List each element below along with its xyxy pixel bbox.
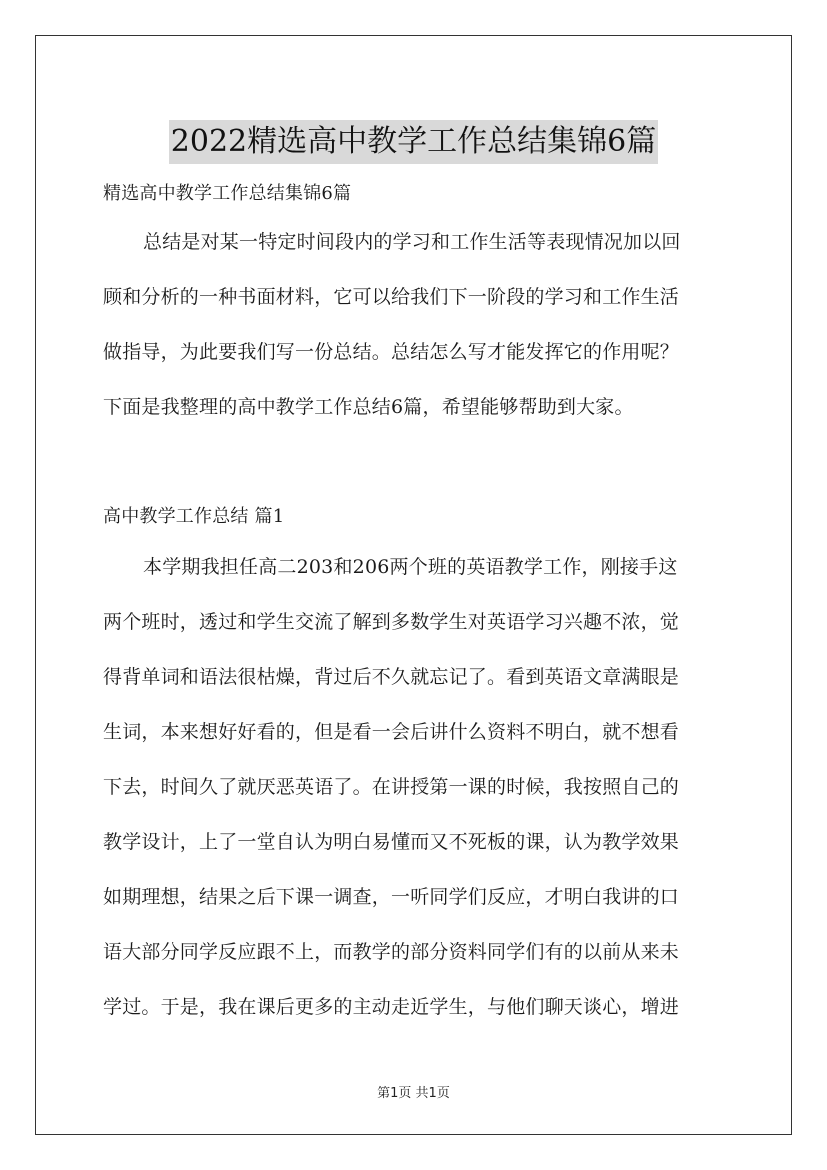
document-subtitle: 精选高中教学工作总结集锦6篇: [103, 183, 352, 204]
body-line: 语大部分同学反应跟不上，而教学的部分资料同学们有的以前从来未: [103, 941, 680, 963]
body-line: 下去，时间久了就厌恶英语了。在讲授第一课的时候，我按照自己的: [103, 776, 680, 798]
body-line: 生词，本来想好好看的，但是看一会后讲什么资料不明白，就不想看: [103, 721, 680, 743]
document-title: 2022精选高中教学工作总结集锦6篇: [169, 120, 658, 164]
intro-line: 顾和分析的一种书面材料，它可以给我们下一阶段的学习和工作生活: [103, 286, 680, 308]
body-line: 本学期我担任高二203和206两个班的英语教学工作，刚接手这: [143, 556, 678, 578]
body-line: 学过。于是，我在课后更多的主动走近学生，与他们聊天谈心，增进: [103, 996, 680, 1018]
page-footer: 第1页 共1页: [377, 1086, 450, 1101]
body-line: 如期理想，结果之后下课一调查，一听同学们反应，才明白我讲的口: [103, 886, 680, 908]
intro-line: 做指导，为此要我们写一份总结。总结怎么写才能发挥它的作用呢？: [103, 341, 680, 363]
document-body: [103, 172, 727, 1040]
intro-line: 总结是对某一特定时间段内的学习和工作生活等表现情况加以回: [143, 231, 681, 253]
section-heading: 高中教学工作总结 篇1: [103, 506, 285, 527]
body-line: 教学设计，上了一堂自认为明白易懂而又不死板的课，认为教学效果: [103, 831, 680, 853]
body-line: 两个班时，透过和学生交流了解到多数学生对英语学习兴趣不浓，觉: [103, 611, 680, 633]
intro-line: 下面是我整理的高中教学工作总结6篇，希望能够帮助到大家。: [103, 396, 634, 418]
body-line: 得背单词和语法很枯燥，背过后不久就忘记了。看到英语文章满眼是: [103, 666, 680, 688]
